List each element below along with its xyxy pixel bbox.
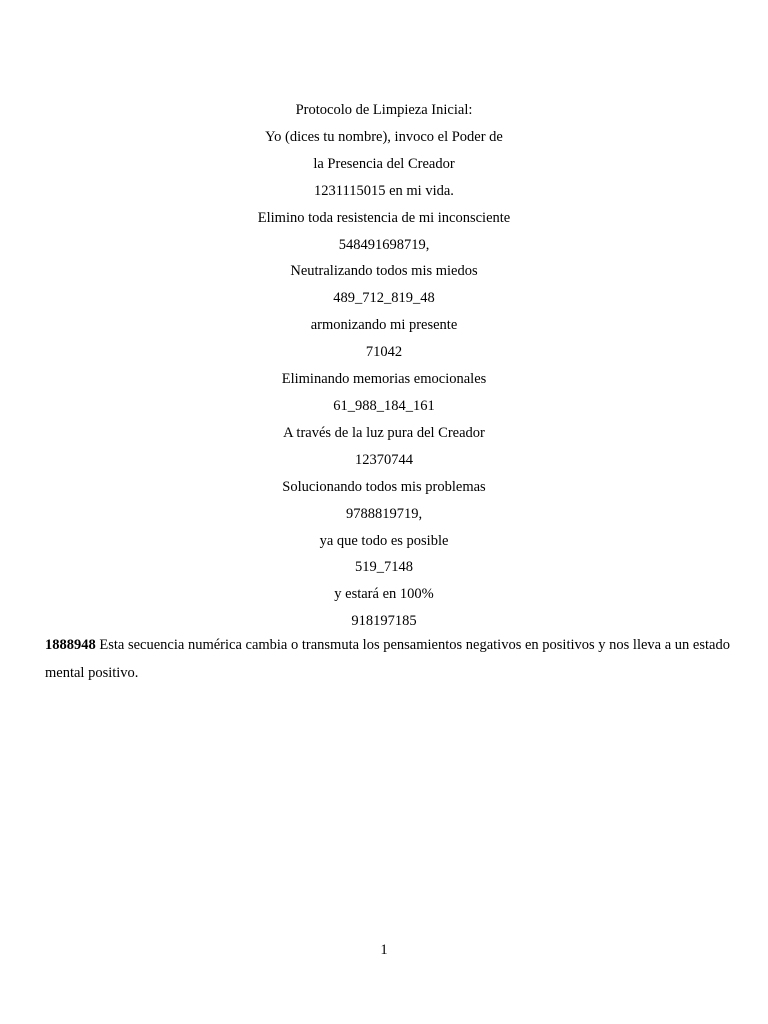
protocol-line: 519_7148 (355, 559, 413, 576)
protocol-line: 1231115015 en mi vida. (314, 182, 454, 199)
protocol-line: Eliminando memorias emocionales (281, 371, 487, 388)
protocol-line: y estará en 100% (334, 586, 434, 603)
protocol-line: A través de la luz pura del Creador (283, 424, 485, 441)
protocol-line: la Presencia del Creador (313, 155, 455, 172)
protocol-line: 61_988_184_161 (333, 397, 435, 414)
protocol-line: Yo (dices tu nombre), invoco el Poder de (265, 128, 503, 145)
protocol-line: 9788819719, (345, 505, 423, 522)
protocol-text-block (0, 97, 768, 635)
protocol-line: 12370744 (355, 451, 413, 468)
protocol-line: armonizando mi presente (310, 317, 458, 334)
protocol-line: 489_712_819_48 (333, 290, 435, 307)
protocol-line: Solucionando todos mis problemas (282, 478, 486, 495)
protocol-line: Neutralizando todos mis miedos (290, 263, 478, 280)
sequence-number: 1888948 (45, 637, 96, 653)
explanation-paragraph (45, 631, 735, 687)
protocol-line: ya que todo es posible (319, 532, 449, 549)
protocol-line: Protocolo de Limpieza Inicial: (295, 102, 473, 118)
protocol-line: 918197185 (351, 613, 417, 630)
explanation-text: Esta secuencia numérica cambia o transmuta los pensamientos negativos en positivos y nos lleva a un estado mental positivo. (45, 637, 730, 681)
protocol-line: 71042 (365, 344, 403, 361)
protocol-line: 548491698719, (338, 236, 430, 253)
protocol-line: Elimino toda resistencia de mi inconsciente (257, 209, 511, 226)
page-number: 1 (380, 942, 388, 958)
